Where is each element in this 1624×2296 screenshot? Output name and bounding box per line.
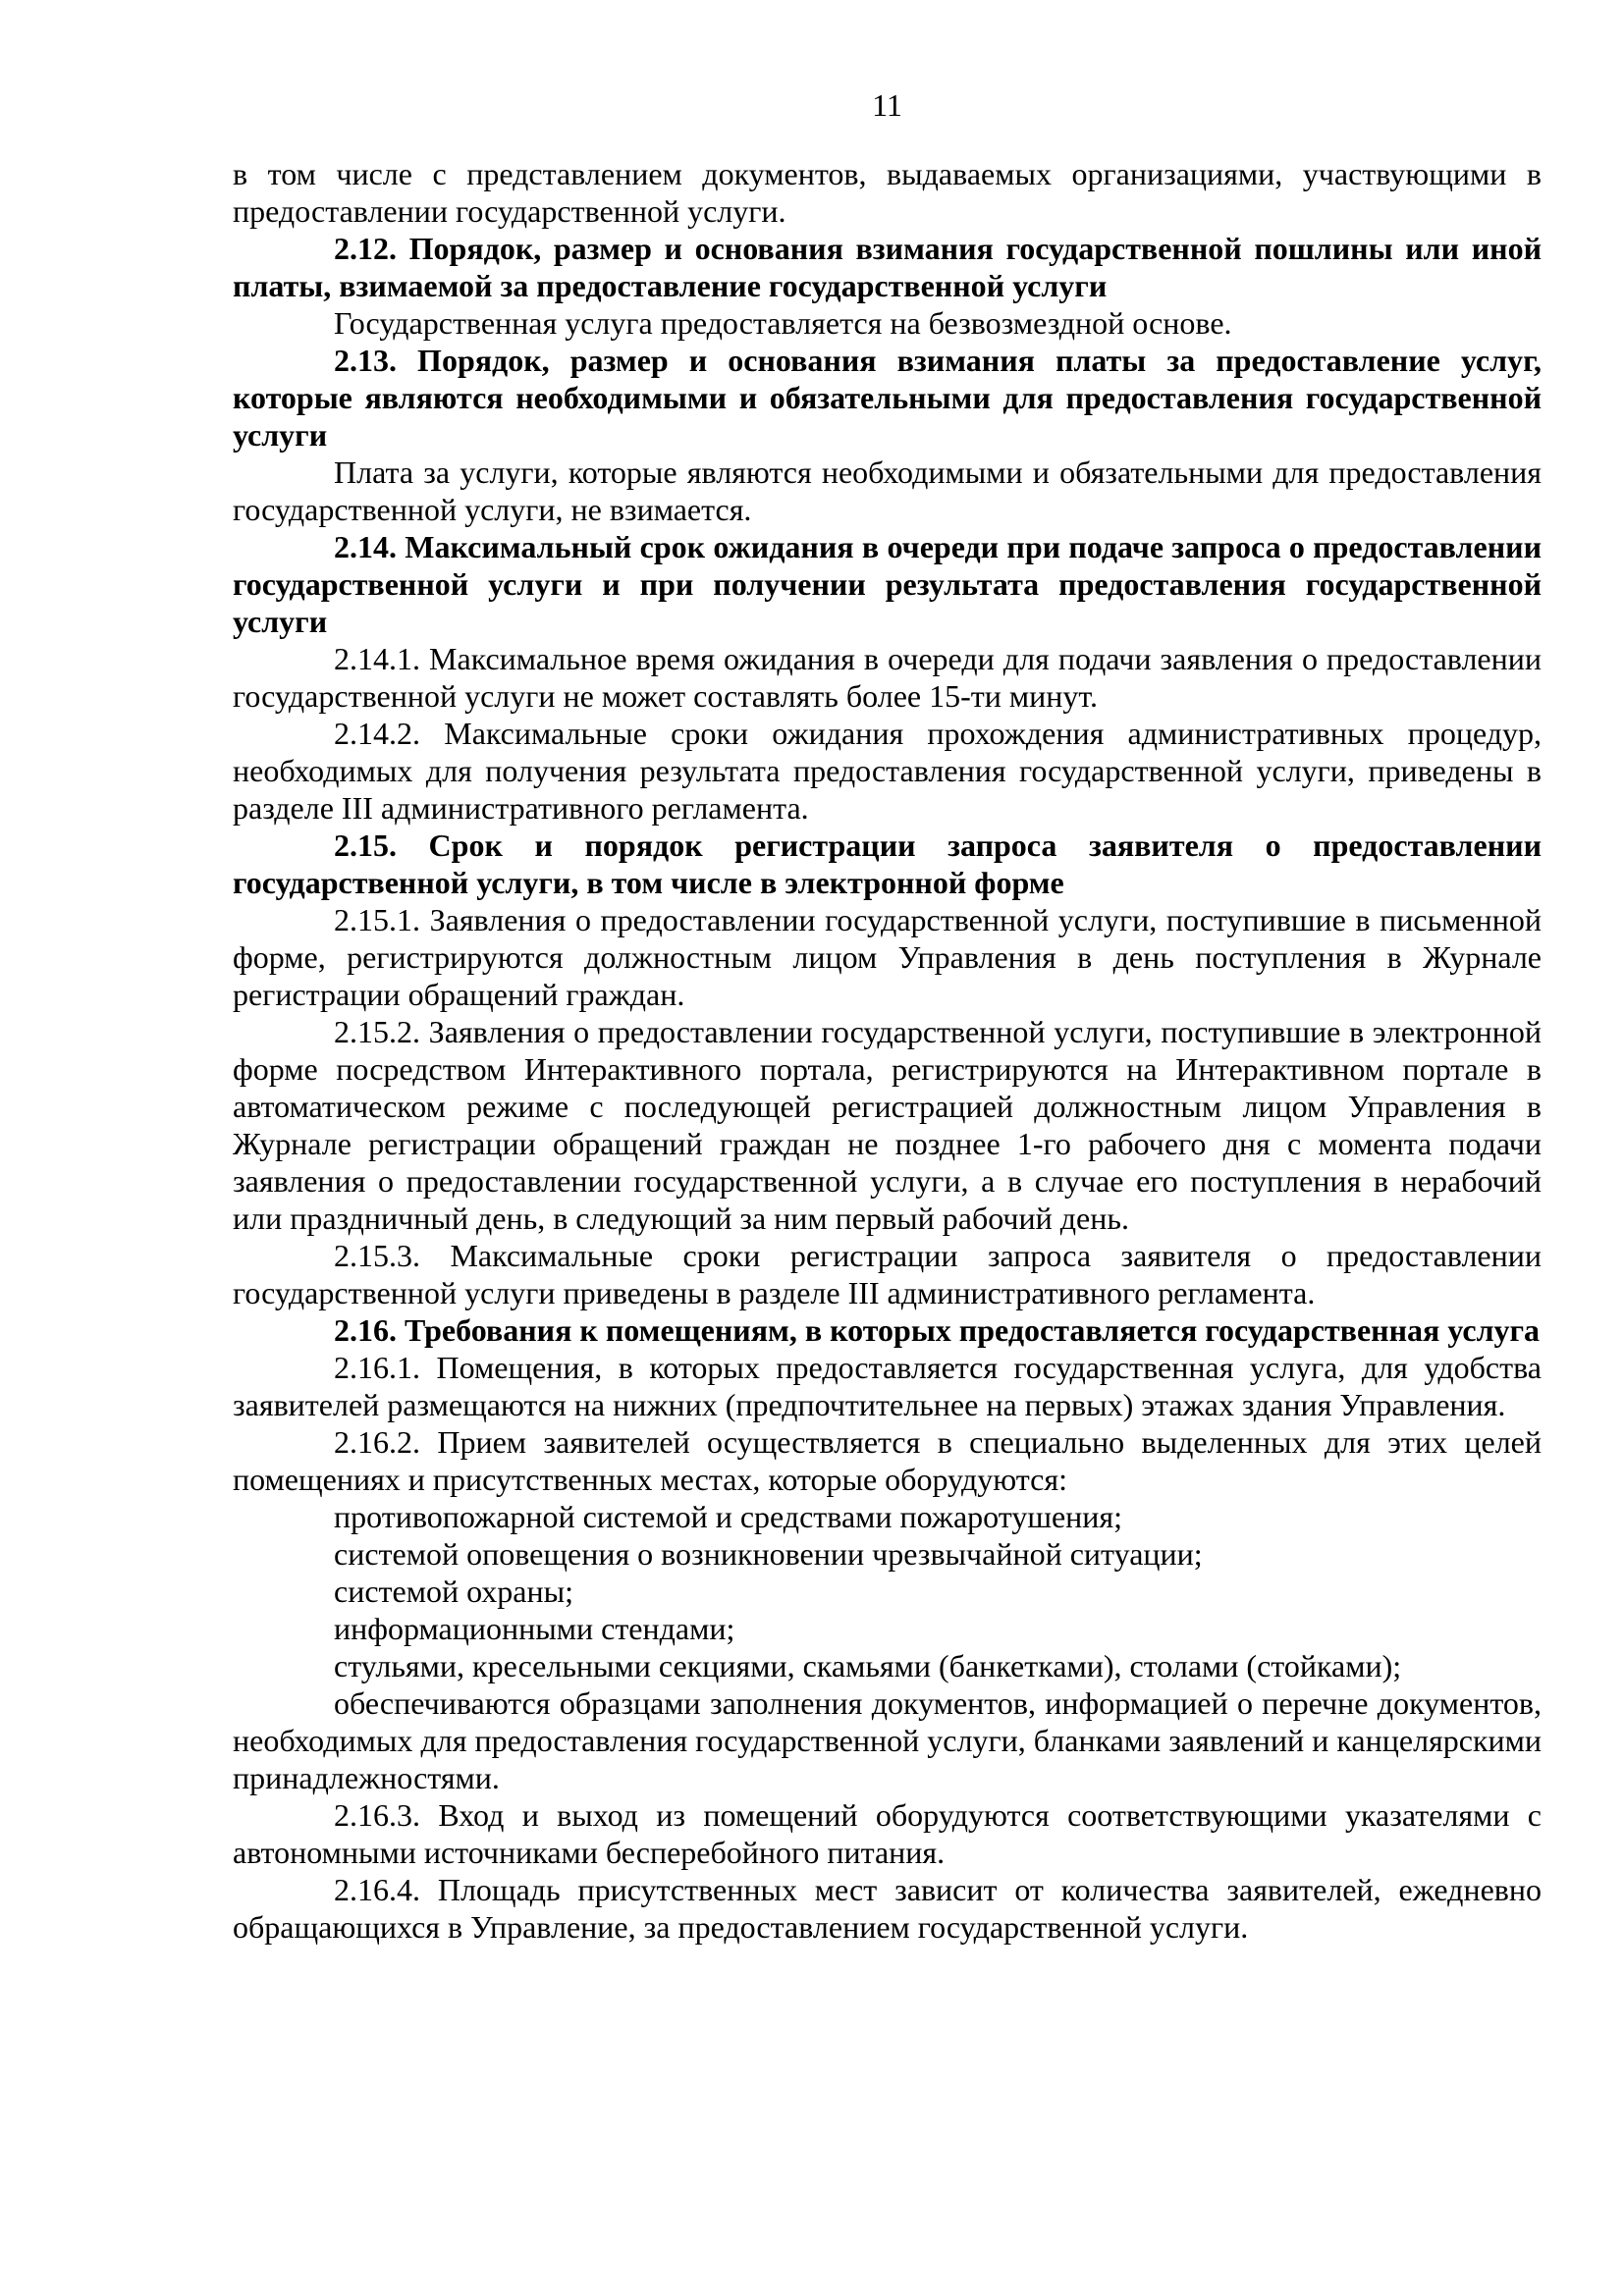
heading-2-12: 2.12. Порядок, размер и основания взимания государственной пошлины или иной платы, взимаемой за предоставление государственной услуги bbox=[233, 231, 1542, 303]
list-item-furniture: стульями, кресельными секциями, скамьями (банкетками), столами (стойками); bbox=[334, 1648, 1402, 1683]
heading-2-15: 2.15. Срок и порядок регистрации запроса заявителя о предоставлении государственной услуги, в том числе в электронной форме bbox=[233, 828, 1542, 900]
para-2-15-1: 2.15.1. Заявления о предоставлении государственной услуги, поступившие в письменной форме, регистрируются должностным лицом Управления в день поступления в Журнале регистрации обращений граждан. bbox=[233, 902, 1542, 1012]
list-item-alert-system: системой оповещения о возникновении чрезвычайной ситуации; bbox=[334, 1536, 1203, 1572]
para-2-14-2: 2.14.2. Максимальные сроки ожидания прохождения административных процедур, необходимых для получения результата предоставления государственной услуги, приведены в разделе III административного регламента. bbox=[233, 716, 1542, 826]
para-2-16-1: 2.16.1. Помещения, в которых предоставляется государственная услуга, для удобства заявителей размещаются на нижних (предпочтительнее на первых) этажах здания Управления. bbox=[233, 1350, 1542, 1422]
para-samples-supplies: обеспечиваются образцами заполнения документов, информацией о перечне документов, необходимых для предоставления государственной услуги, бланками заявлений и канцелярскими принадлежностями. bbox=[233, 1685, 1542, 1795]
heading-2-16: 2.16. Требования к помещениям, в которых предоставляется государственная услуга bbox=[334, 1312, 1541, 1348]
heading-2-13: 2.13. Порядок, размер и основания взимания платы за предоставление услуг, которые являются необходимыми и обязательными для предоставления государственной услуги bbox=[233, 343, 1542, 453]
para-2-15-3: 2.15.3. Максимальные сроки регистрации запроса заявителя о предоставлении государственной услуги приведены в разделе III административного регламента. bbox=[233, 1238, 1542, 1310]
para-continuation: в том числе с представлением документов, выдаваемых организациями, участвующими в предоставлении государственной услуги. bbox=[233, 156, 1542, 229]
para-2-14-1: 2.14.1. Максимальное время ожидания в очереди для подачи заявления о предоставлении государственной услуги не может составлять более 15-ти минут. bbox=[233, 641, 1542, 714]
list-item-info-stands: информационными стендами; bbox=[334, 1611, 735, 1646]
para-2-16-4: 2.16.4. Площадь присутственных мест зависит от количества заявителей, ежедневно обращающихся в Управление, за предоставлением государственной услуги. bbox=[233, 1872, 1542, 1945]
para-2-12-text: Государственная услуга предоставляется на безвозмездной основе. bbox=[334, 305, 1232, 341]
heading-2-14: 2.14. Максимальный срок ожидания в очереди при подаче запроса о предоставлении государственной услуги и при получении результата предоставления государственной услуги bbox=[233, 529, 1542, 639]
para-2-16-2: 2.16.2. Прием заявителей осуществляется в специально выделенных для этих целей помещениях и присутственных местах, которые оборудуются: bbox=[233, 1424, 1542, 1497]
document-content bbox=[233, 155, 1542, 1946]
page-number: 11 bbox=[872, 87, 902, 123]
para-2-13-text: Плата за услуги, которые являются необходимыми и обязательными для предоставления государственной услуги, не взимается. bbox=[233, 454, 1542, 527]
para-2-15-2: 2.15.2. Заявления о предоставлении государственной услуги, поступившие в электронной форме посредством Интерактивного портала, регистрируются на Интерактивном портале в автоматическом режиме с последующей регистрацией должностным лицом Управления в Журнале регистрации обращений граждан не позднее 1-го рабочего дня с момента подачи заявления о предоставлении государственной услуги, а в случае его поступления в нерабочий или праздничный день, в следующий за ним первый рабочий день. bbox=[233, 1014, 1542, 1236]
list-item-security-system: системой охраны; bbox=[334, 1574, 574, 1609]
list-item-fire-system: противопожарной системой и средствами пожаротушения; bbox=[334, 1499, 1123, 1534]
para-2-16-3: 2.16.3. Вход и выход из помещений оборудуются соответствующими указателями с автономными источниками бесперебойного питания. bbox=[233, 1797, 1542, 1870]
